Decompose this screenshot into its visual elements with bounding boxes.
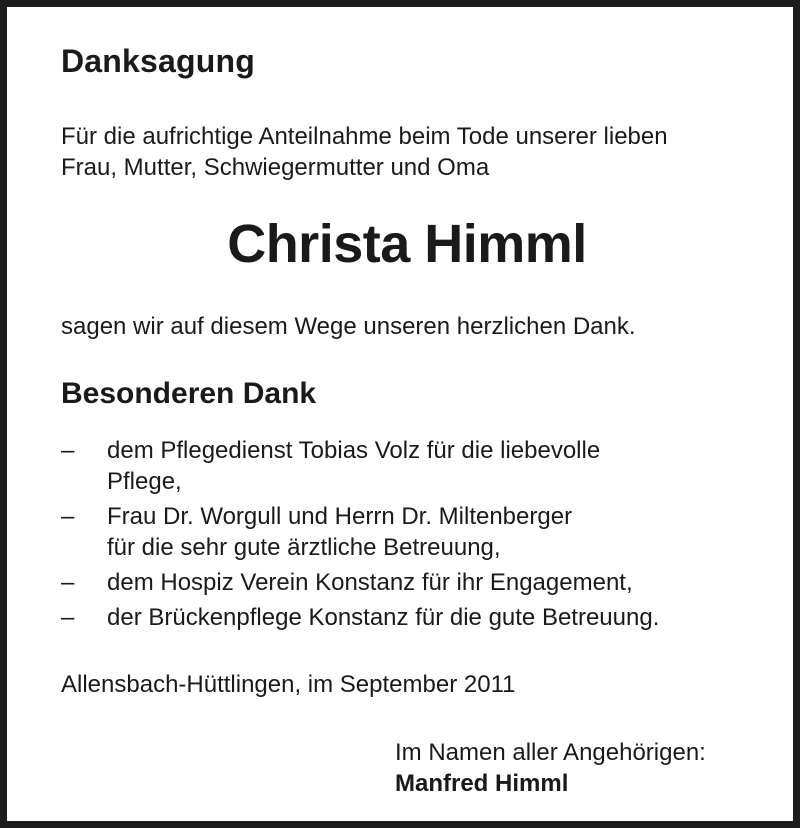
dash-bullet: – (61, 503, 75, 530)
intro-line-2: Frau, Mutter, Schwiegermutter und Oma (61, 154, 490, 181)
list-item-line: der Brückenpflege Konstanz für die gute Betreuung. (107, 604, 660, 631)
list-item-line: Pflege, (107, 468, 182, 495)
list-item (61, 501, 659, 563)
list-item-line: dem Hospiz Verein Konstanz für ihr Engagement, (107, 569, 633, 596)
special-thanks-list (61, 435, 659, 637)
place-and-date: Allensbach-Hüttlingen, im September 2011 (61, 671, 516, 698)
thanks-line: sagen wir auf diesem Wege unseren herzlichen Dank. (61, 313, 636, 340)
intro-text (61, 121, 668, 183)
dash-bullet: – (61, 604, 75, 631)
deceased-name: Christa Himml (227, 214, 587, 274)
list-item-line: für die sehr gute ärztliche Betreuung, (107, 534, 501, 561)
signature-preface: Im Namen aller Angehörigen: (395, 739, 706, 766)
list-item (61, 567, 659, 598)
list-item (61, 602, 659, 633)
notice-heading: Danksagung (61, 43, 256, 79)
signer-name: Manfred Himml (395, 770, 569, 797)
signature-block (395, 737, 706, 799)
dash-bullet: – (61, 569, 75, 596)
dash-bullet: – (61, 437, 75, 464)
list-item-line: Frau Dr. Worgull und Herrn Dr. Miltenberger (107, 503, 573, 530)
list-item (61, 435, 659, 497)
special-thanks-heading: Besonderen Dank (61, 377, 317, 410)
intro-line-1: Für die aufrichtige Anteilnahme beim Tode unserer lieben (61, 123, 668, 150)
list-item-line: dem Pflegedienst Tobias Volz für die liebevolle (107, 437, 601, 464)
